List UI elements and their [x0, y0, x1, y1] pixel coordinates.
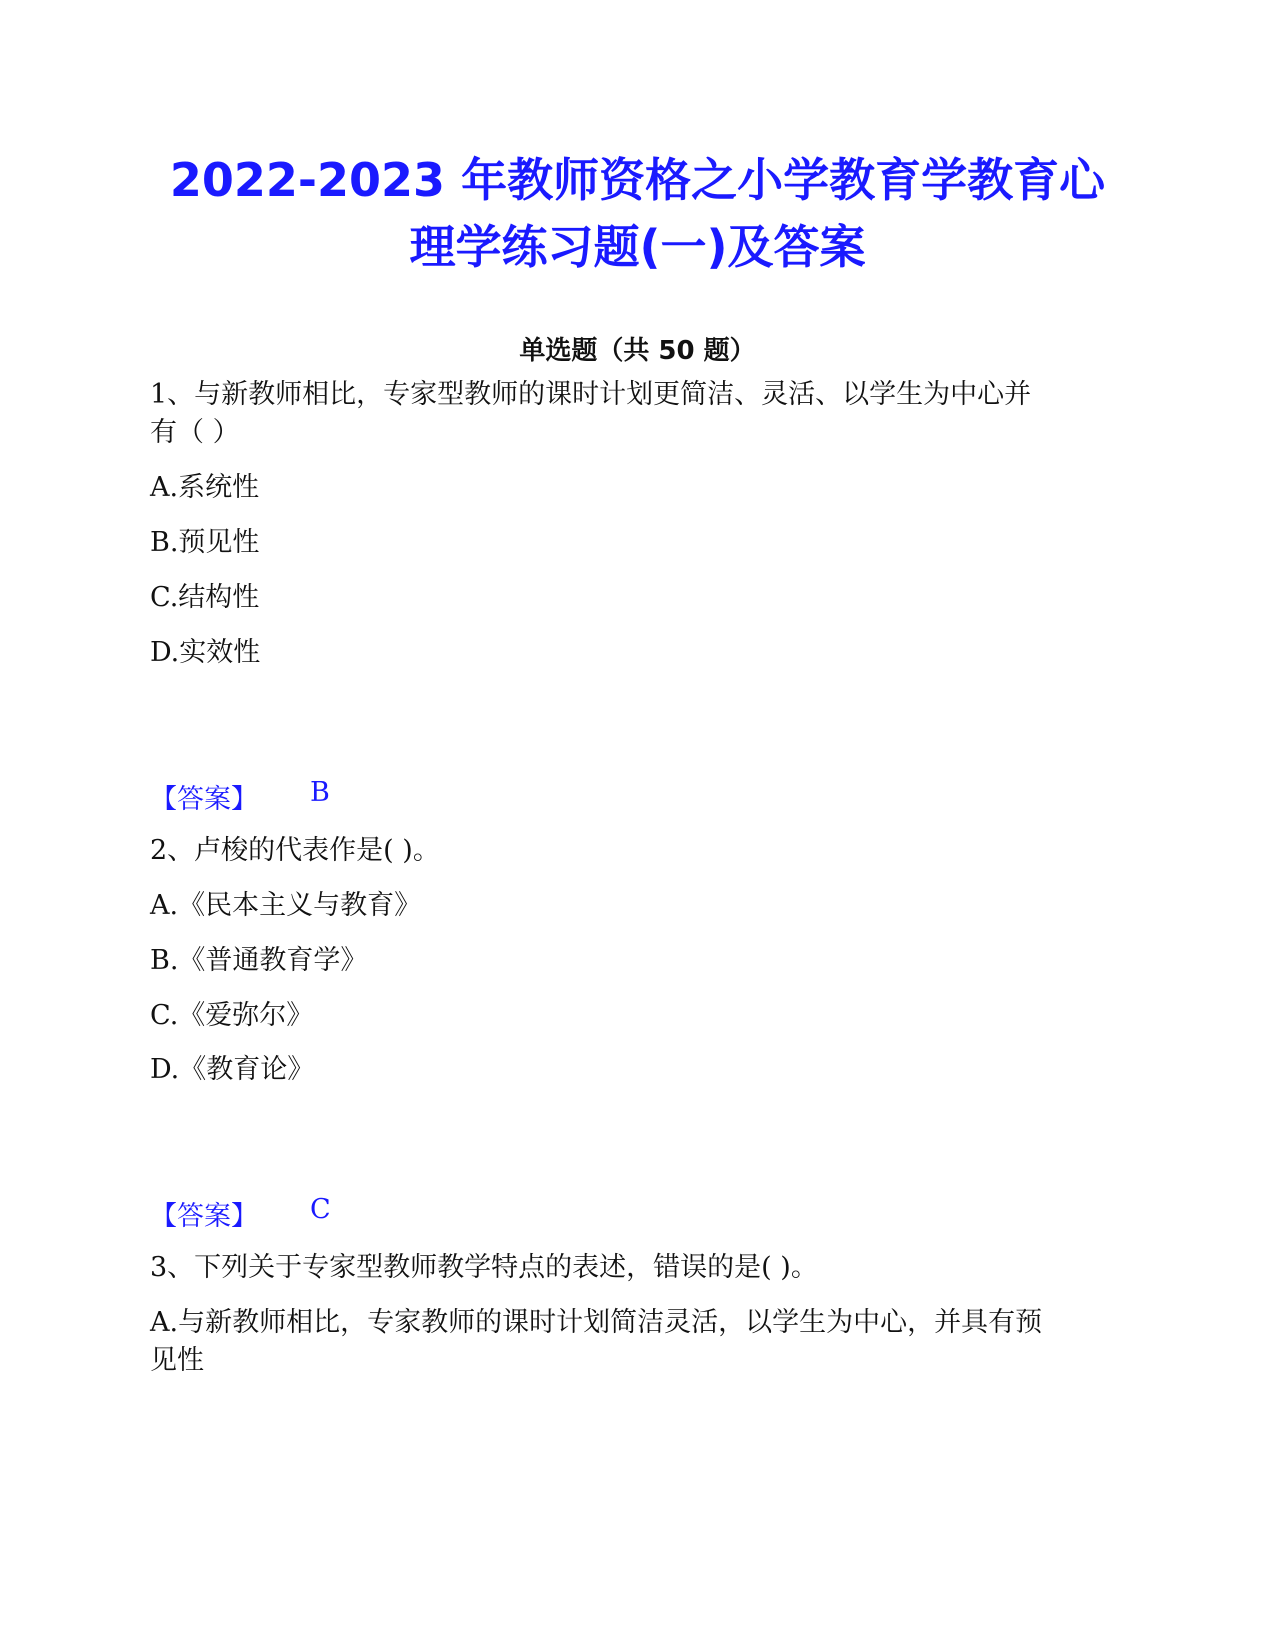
question-3-stem-line-1: 3、下列关于专家型教师教学特点的表述，错误的是( )。: [150, 1252, 818, 1283]
question-2-stem-line-1: 2、卢梭的代表作是( )。: [150, 835, 440, 866]
document-title-line-2: 理学练习题(一)及答案: [409, 220, 866, 274]
question-2-answer: [150, 1194, 331, 1233]
section-heading: 单选题（共 50 题）: [519, 336, 756, 366]
document-title-line-1: 2022-2023 年教师资格之小学教育学教育心: [169, 153, 1106, 207]
answer-value: B: [310, 777, 330, 808]
question-1-option-d: D.实效性: [150, 637, 261, 668]
question-1-option-b: B.预见性: [150, 527, 260, 558]
question-3-option-a-line-2: 见性: [150, 1345, 204, 1376]
question-2-option-a: A.《民本主义与教育》: [150, 890, 422, 921]
question-2-option-c: C.《爱弥尔》: [150, 1000, 314, 1031]
question-1-option-c: C.结构性: [150, 582, 260, 613]
question-1-option-a: A.系统性: [150, 472, 260, 503]
question-2-option-b: B.《普通教育学》: [150, 945, 368, 976]
question-1-answer: [150, 777, 330, 816]
answer-value: C: [310, 1194, 331, 1225]
question-3-option-a-line-1: A.与新教师相比，专家教师的课时计划简洁灵活，以学生为中心，并具有预: [150, 1307, 1043, 1338]
answer-label: 【答案】: [150, 784, 258, 815]
question-2-option-d: D.《教育论》: [150, 1054, 315, 1085]
question-1-stem-line-2: 有（ ）: [150, 417, 240, 448]
question-1-stem-line-1: 1、与新教师相比，专家型教师的课时计划更简洁、灵活、以学生为中心并: [150, 379, 1032, 410]
answer-label: 【答案】: [150, 1201, 258, 1232]
